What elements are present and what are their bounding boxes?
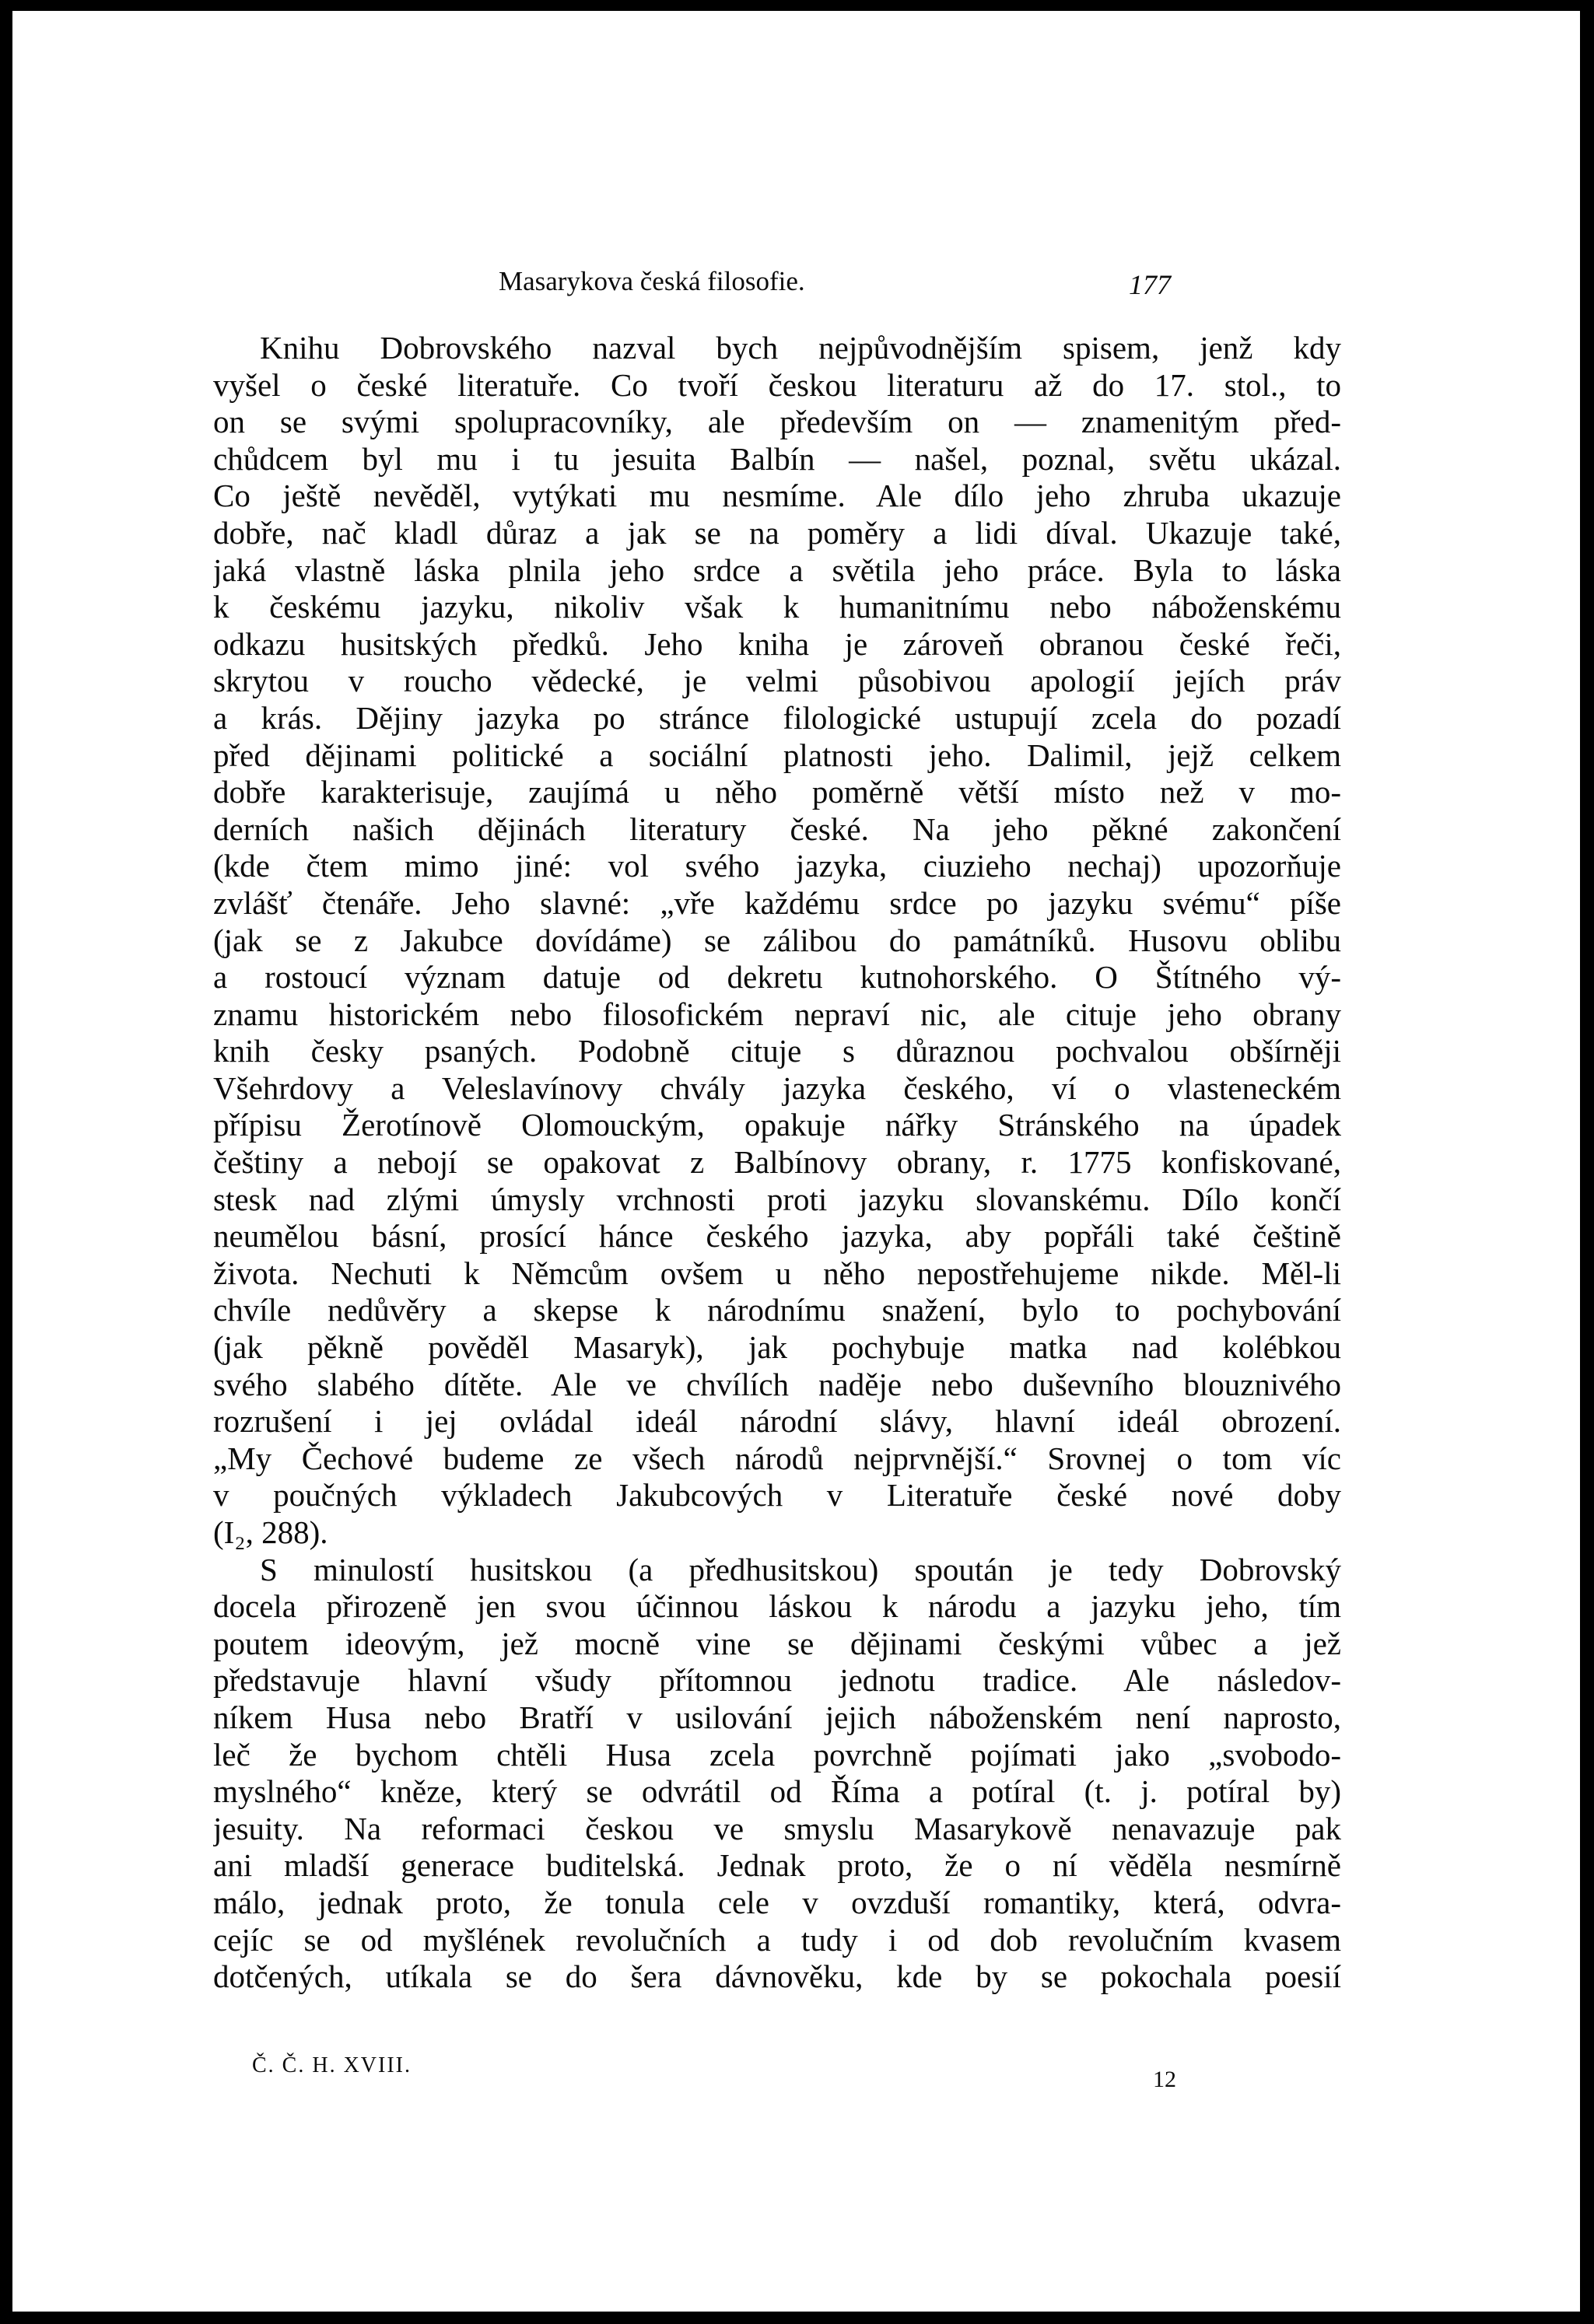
text-line: S minulostí husitskou (a předhusitskou) spoután je tedy Dobrovský <box>260 1551 1341 1587</box>
text-line: skrytou v roucho vědecké, je velmi působivou apologií jejích práv <box>213 663 1341 699</box>
text-line: on se svými spolupracovníky, ale především on — znamenitým před- <box>213 404 1341 440</box>
text-line: ani mladší generace buditelská. Jednak proto, že o ní věděla nesmírně <box>213 1847 1341 1884</box>
text-line: neumělou básní, prosící hánce českého jazyka, aby popřáli také češtině <box>213 1218 1341 1255</box>
text-line: jesuity. Na reformaci českou ve smyslu Masarykově nenavazuje pak <box>213 1810 1341 1846</box>
text-line: v poučných výkladech Jakubcových v Literatuře české nové doby <box>213 1477 1341 1514</box>
page-footer <box>12 2046 1580 2093</box>
running-head <box>12 258 1580 305</box>
page-number: 177 <box>1129 269 1171 300</box>
text-line: svého slabého dítěte. Ale ve chvílích naděje nebo duševního blouznivého <box>213 1366 1341 1402</box>
text-line: málo, jednak proto, že tonula cele v ovzduší romantiky, která, odvra- <box>213 1884 1341 1920</box>
text-line: života. Nechuti k Němcům ovšem u něho nepostřehujeme nikde. Měl-li <box>213 1255 1341 1291</box>
text-line: před dějinami politické a sociální platnosti jeho. Dalimil, jejž celkem <box>213 737 1341 773</box>
text-line: cejíc se od myšlének revolučních a tudy i od dob revolučním kvasem <box>213 1921 1341 1958</box>
text-line: jaká vlastně láska plnila jeho srdce a světila jeho práce. Byla to láska <box>213 551 1341 588</box>
text-line: dobře, nač kladl důraz a jak se na poměry a lidi díval. Ukazuje také, <box>213 514 1341 551</box>
text-block <box>213 330 1341 2032</box>
text-line: myslného“ kněze, který se odvrátil od Říma a potíral (t. j. potíral by) <box>213 1773 1341 1810</box>
text-line: (jak pěkně pověděl Masaryk), jak pochybuje matka nad kolébkou <box>213 1329 1341 1366</box>
text-line: dobře karakterisuje, zaujímá u něho poměrně větší místo než v mo- <box>213 774 1341 810</box>
text-line: vyšel o české literatuře. Co tvoří českou literaturu až do 17. stol., to <box>213 366 1341 403</box>
text-line <box>213 1996 1341 2033</box>
text-line: níkem Husa nebo Bratří v usilování jejich náboženském není naprosto, <box>213 1699 1341 1735</box>
text-line: dotčených, utíkala se do šera dávnověku, kde by se pokochala poesií <box>213 1958 1341 1995</box>
text-line: leč že bychom chtěli Husa zcela povrchně pojímati jako „svobodo- <box>213 1736 1341 1773</box>
text-line: Všehrdovy a Veleslavínovy chvály jazyka českého, ví o vlasteneckém <box>213 1069 1341 1106</box>
text-line: a krás. Dějiny jazyka po stránce filologické ustupují zcela do pozadí <box>213 699 1341 736</box>
text-line: přípisu Žerotínově Olomouckým, opakuje nářky Stránského na úpadek <box>213 1107 1341 1143</box>
text-line: stesk nad zlými úmysly vrchnosti proti jazyku slovanskému. Dílo končí <box>213 1181 1341 1217</box>
text-line: (I₂, 288). <box>213 1514 328 1550</box>
text-line: (kde čtem mimo jiné: vol svého jazyka, ciuzieho nechaj) upozorňuje <box>213 848 1341 884</box>
text-line: Co ještě nevěděl, vytýkati mu nesmíme. Ale dílo jeho zhruba ukazuje <box>213 478 1341 514</box>
text-line: rozrušení i jej ovládal ideál národní slávy, hlavní ideál obrození. <box>213 1403 1341 1440</box>
text-line: derních našich dějinách literatury české. Na jeho pěkné zakončení <box>213 810 1341 847</box>
sheet-number: 12 <box>1153 2067 1176 2092</box>
text-line: odkazu husitských předků. Jeho kniha je zároveň obranou české řeči, <box>213 625 1341 662</box>
text-line: knih česky psaných. Podobně cituje s důraznou pochvalou obšírněji <box>213 1033 1341 1069</box>
book-page <box>12 11 1580 2312</box>
text-line: k českému jazyku, nikoliv však k humanitnímu nebo náboženskému <box>213 589 1341 625</box>
text-line: zvlášť čtenáře. Jeho slavné: „vře každému srdce po jazyku svému“ píše <box>213 884 1341 921</box>
text-line: chůdcem byl mu i tu jesuita Balbín — našel, poznal, světu ukázal. <box>213 440 1341 477</box>
printer-signature: Č. Č. H. XVIII. <box>252 2053 412 2077</box>
text-line: znamu historickém nebo filosofickém nepraví nic, ale cituje jeho obrany <box>213 996 1341 1032</box>
text-line: (jak se z Jakubce dovídáme) se zálibou do památníků. Husovu oblibu <box>213 922 1341 958</box>
text-line: poutem ideovým, jež mocně vine se dějinami českými vůbec a jež <box>213 1625 1341 1661</box>
running-title: Masarykova česká filosofie. <box>499 266 805 296</box>
text-line: chvíle nedůvěry a skepse k národnímu snažení, bylo to pochybování <box>213 1292 1341 1328</box>
text-line: a rostoucí význam datuje od dekretu kutnohorského. O Štítného vý- <box>213 959 1341 996</box>
text-line: docela přirozeně jen svou účinnou láskou k národu a jazyku jeho, tím <box>213 1588 1341 1625</box>
text-line: představuje hlavní všudy přítomnou jednotu tradice. Ale následov- <box>213 1662 1341 1699</box>
text-line: češtiny a nebojí se opakovat z Balbínovy obrany, r. 1775 konfiskované, <box>213 1144 1341 1181</box>
text-line: „My Čechové budeme ze všech národů nejprvnější.“ Srovnej o tom víc <box>213 1440 1341 1476</box>
text-line: Knihu Dobrovského nazval bych nejpůvodnějším spisem, jenž kdy <box>260 330 1341 366</box>
